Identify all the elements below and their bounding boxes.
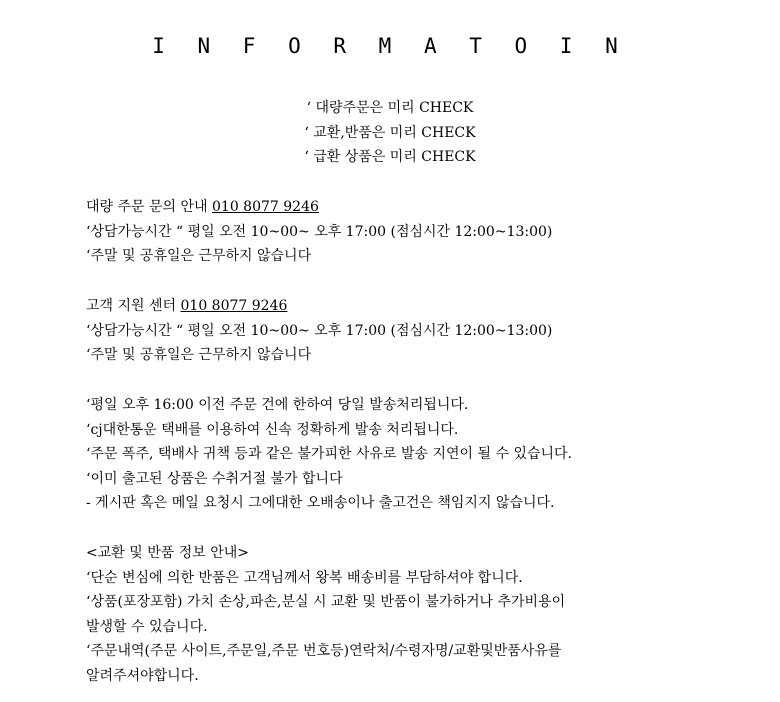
shipping-line: - 게시판 혹은 메일 요청시 그에대한 오배송이나 출고건은 책임지지 않습니다. bbox=[86, 495, 555, 511]
exchange-line: ‘주문내역(주문 사이트,주문일,주문 번호등)연락처/수령자명/교환및반품사유를 bbox=[86, 643, 562, 659]
bulk-order-section bbox=[86, 195, 552, 269]
shipping-line: ‘이미 출고된 상품은 수취거절 불가 합니다 bbox=[86, 470, 343, 487]
exchange-line: ‘단순 변심에 의한 반품은 고객님께서 왕복 배송비를 부담하셔야 합니다. bbox=[86, 569, 523, 586]
support-closed: ‘주말 및 공휴일은 근무하지 않습니다 bbox=[86, 347, 312, 363]
bulk-order-closed: ‘주말 및 공휴일은 근무하지 않습니다 bbox=[86, 248, 312, 264]
bulk-order-hours: ‘상담가능시간 “ 평일 오전 10~00~ 오후 17:00 (점심시간 12:00~13:00) bbox=[86, 223, 553, 240]
bulk-order-phone: 010 8077 9246 bbox=[212, 199, 319, 215]
exchange-line: 발생할 수 있습니다. bbox=[86, 618, 208, 635]
shipping-line: ‘평일 오후 16:00 이전 주문 건에 한하여 당일 발송처리됩니다. bbox=[86, 397, 469, 413]
shipping-line: ‘주문 폭주, 택배사 귀책 등과 같은 불가피한 사유로 발송 지연이 될 수 있습니다. bbox=[86, 446, 572, 462]
shipping-line: ‘cj대한통운 택배를 이용하여 신속 정확하게 발송 처리됩니다. bbox=[86, 421, 459, 438]
check-list bbox=[0, 96, 780, 170]
shipping-section bbox=[86, 393, 572, 516]
page-title: I N F O R M A T O I N bbox=[152, 34, 628, 58]
support-contact bbox=[86, 294, 552, 319]
bulk-order-contact bbox=[86, 195, 552, 220]
support-hours: ‘상담가능시간 “ 평일 오전 10~00~ 오후 17:00 (점심시간 12:00~13:00) bbox=[86, 322, 553, 339]
support-phone: 010 8077 9246 bbox=[180, 298, 288, 314]
exchange-line: 알려주셔야합니다. bbox=[86, 667, 199, 684]
bulk-order-label: 대량 주문 문의 안내 bbox=[86, 199, 212, 215]
check-item-urgent: ‘ 급환 상품은 미리 CHECK bbox=[304, 149, 476, 165]
check-item-exchange: ‘ 교환,반품은 미리 CHECK bbox=[304, 124, 476, 141]
support-label: 고객 지원 센터 bbox=[86, 298, 181, 314]
exchange-section bbox=[86, 541, 565, 688]
exchange-line: ‘상품(포장포함) 가치 손상,파손,분실 시 교환 및 반품이 불가하거나 추가비용이 bbox=[86, 594, 566, 610]
support-section bbox=[86, 294, 552, 368]
exchange-heading: <교환 및 반품 정보 안내> bbox=[86, 545, 249, 561]
check-item-bulk: ‘ 대량주문은 미리 CHECK bbox=[306, 100, 474, 116]
